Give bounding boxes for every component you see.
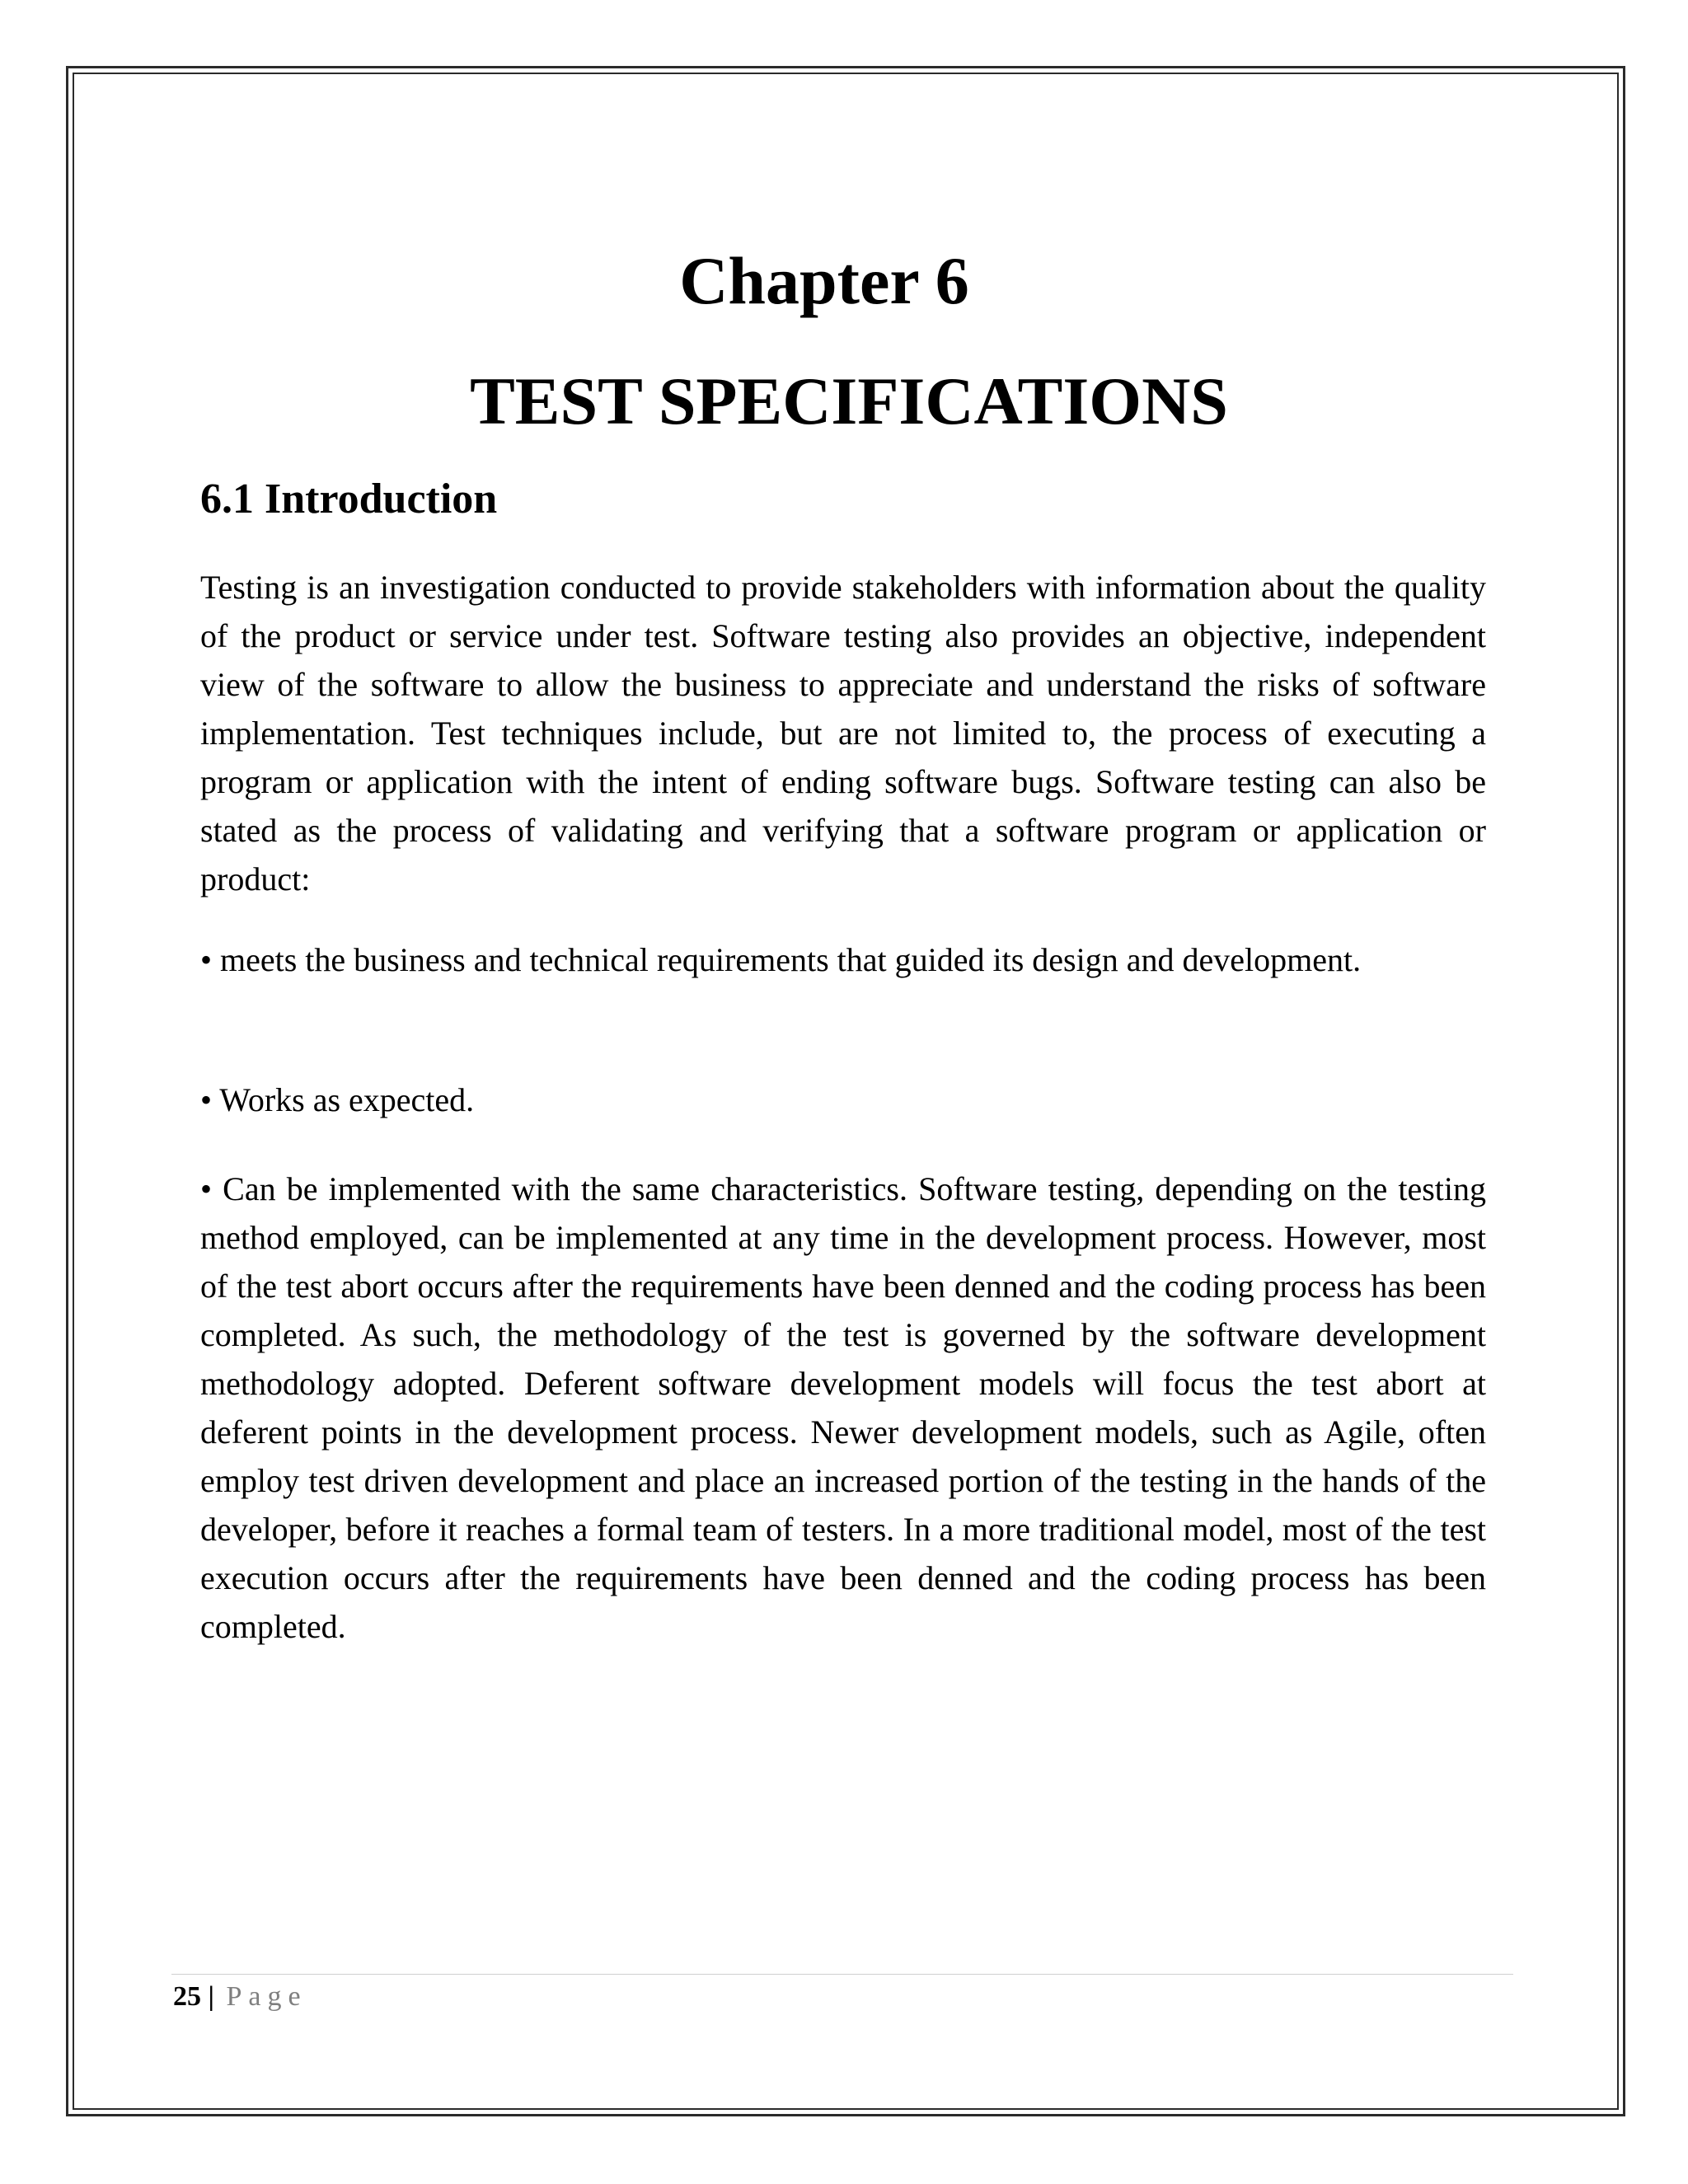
testing-methodology-paragraph: • Can be implemented with the same characteristics. Software testing, depending on the testing method employed, can be implemented at any time in the development process. However, most of the test abort occurs after the requirements have been denned and the coding process has been completed. As such, the methodology of the test is governed by the software development methodology adopted. Deferent software development models will focus the test abort at deferent points in the development process. Newer development models, such as Agile, often employ test driven development and place an increased portion of the testing in the hands of the developer, before it reaches a formal team of testers. In a more traditional model, most of the test execution occurs after the requirements have been denned and the coding process has been completed.: [200, 1170, 1486, 1645]
bullet-item-works-as-expected: • Works as expected.: [200, 1081, 475, 1118]
intro-paragraph: Testing is an investigation conducted to provide stakeholders with information about the quality of the product or service under test. Software testing also provides an objective, independent view of the software to allow the business to appreciate and understand the risks of software implementation. Test techniques include, but are not limited to, the process of executing a program or application with the intent of ending software bugs. Software testing can also be stated as the process of validating and verifying that a software program or application or product:: [200, 569, 1486, 898]
footer-separator: |: [208, 1981, 214, 2012]
page-footer: [173, 1980, 307, 2014]
chapter-label: Chapter 6: [679, 243, 969, 318]
bullet-item-requirements: • meets the business and technical requirements that guided its design and development.: [200, 941, 1362, 978]
page-number: 25: [173, 1981, 201, 2012]
section-heading: 6.1 Introduction: [200, 476, 498, 523]
chapter-title: TEST SPECIFICATIONS: [470, 363, 1228, 438]
page-label: Page: [226, 1981, 307, 2012]
footer-divider: [171, 1974, 1513, 1975]
